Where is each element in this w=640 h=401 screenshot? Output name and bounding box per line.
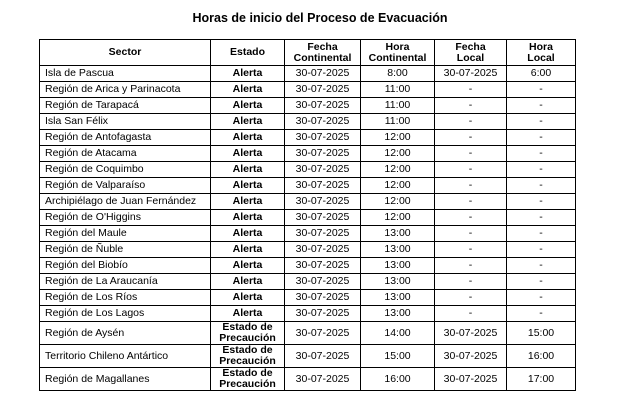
estado-cell: Estado de Precaución	[211, 322, 285, 345]
table-row	[40, 162, 576, 178]
sector-cell: Región de Aysén	[40, 322, 211, 345]
fecha-continental-cell: 30-07-2025	[285, 258, 361, 274]
hora-continental-cell: 8:00	[361, 66, 435, 82]
fecha-local-cell: 30-07-2025	[435, 368, 507, 391]
hora-local-cell: -	[507, 162, 576, 178]
fecha-local-cell: -	[435, 306, 507, 322]
sector-cell: Archipiélago de Juan Fernández	[40, 194, 211, 210]
hora-continental-cell: 11:00	[361, 98, 435, 114]
sector-cell: Isla de Pascua	[40, 66, 211, 82]
table-row	[40, 130, 576, 146]
hora-continental-cell: 12:00	[361, 146, 435, 162]
sector-cell: Región de Arica y Parinacota	[40, 82, 211, 98]
estado-cell: Estado de Precaución	[211, 368, 285, 391]
fecha-continental-cell: 30-07-2025	[285, 178, 361, 194]
hora-local-cell: 6:00	[507, 66, 576, 82]
page-title: Horas de inicio del Proceso de Evacuación	[192, 11, 448, 25]
sector-cell: Isla San Félix	[40, 114, 211, 130]
fecha-local-cell: -	[435, 258, 507, 274]
estado-cell: Alerta	[211, 146, 285, 162]
fecha-continental-cell: 30-07-2025	[285, 66, 361, 82]
hora-local-cell: -	[507, 146, 576, 162]
hora-local-cell: -	[507, 306, 576, 322]
fecha-continental-cell: 30-07-2025	[285, 322, 361, 345]
hora-local-cell: -	[507, 114, 576, 130]
hora-continental-cell: 16:00	[361, 368, 435, 391]
table-row	[40, 146, 576, 162]
fecha-continental-cell: 30-07-2025	[285, 368, 361, 391]
hora-continental-cell: 12:00	[361, 210, 435, 226]
sector-cell: Región de Magallanes	[40, 368, 211, 391]
fecha-continental-cell: 30-07-2025	[285, 98, 361, 114]
estado-cell: Alerta	[211, 82, 285, 98]
sector-cell: Región de Atacama	[40, 146, 211, 162]
sector-cell: Región de Los Lagos	[40, 306, 211, 322]
hora-local-cell: 16:00	[507, 345, 576, 368]
sector-cell: Región de Antofagasta	[40, 130, 211, 146]
fecha-local-cell: -	[435, 130, 507, 146]
hora-local-cell: -	[507, 210, 576, 226]
table-row	[40, 242, 576, 258]
fecha-local-cell: -	[435, 290, 507, 306]
header-fecha-local: Fecha Local	[435, 40, 507, 66]
hora-continental-cell: 13:00	[361, 290, 435, 306]
fecha-local-cell: 30-07-2025	[435, 345, 507, 368]
hora-local-cell: -	[507, 290, 576, 306]
estado-cell: Alerta	[211, 274, 285, 290]
sector-cell: Región de Ñuble	[40, 242, 211, 258]
sector-cell: Región del Maule	[40, 226, 211, 242]
hora-local-cell: -	[507, 258, 576, 274]
sector-cell: Región de Tarapacá	[40, 98, 211, 114]
hora-local-cell: -	[507, 226, 576, 242]
table-row	[40, 98, 576, 114]
estado-cell: Estado de Precaución	[211, 345, 285, 368]
fecha-continental-cell: 30-07-2025	[285, 130, 361, 146]
fecha-continental-cell: 30-07-2025	[285, 82, 361, 98]
fecha-local-cell: -	[435, 146, 507, 162]
hora-continental-cell: 13:00	[361, 274, 435, 290]
table-row	[40, 66, 576, 82]
estado-cell: Alerta	[211, 258, 285, 274]
fecha-local-cell: -	[435, 162, 507, 178]
table-row	[40, 345, 576, 368]
fecha-continental-cell: 30-07-2025	[285, 306, 361, 322]
fecha-local-cell: -	[435, 114, 507, 130]
header-sector: Sector	[40, 40, 211, 66]
table-row	[40, 258, 576, 274]
table-row	[40, 194, 576, 210]
estado-cell: Alerta	[211, 130, 285, 146]
table-row	[40, 290, 576, 306]
table-row	[40, 178, 576, 194]
fecha-local-cell: -	[435, 178, 507, 194]
table-row	[40, 368, 576, 391]
estado-cell: Alerta	[211, 66, 285, 82]
hora-local-cell: -	[507, 178, 576, 194]
evacuation-table	[39, 39, 576, 391]
estado-cell: Alerta	[211, 290, 285, 306]
fecha-continental-cell: 30-07-2025	[285, 290, 361, 306]
table-row	[40, 306, 576, 322]
sector-cell: Región de La Araucanía	[40, 274, 211, 290]
estado-cell: Alerta	[211, 114, 285, 130]
sector-cell: Territorio Chileno Antártico	[40, 345, 211, 368]
estado-cell: Alerta	[211, 162, 285, 178]
hora-continental-cell: 13:00	[361, 306, 435, 322]
sector-cell: Región del Biobío	[40, 258, 211, 274]
hora-local-cell: -	[507, 274, 576, 290]
hora-continental-cell: 13:00	[361, 258, 435, 274]
table-row	[40, 274, 576, 290]
hora-local-cell: 17:00	[507, 368, 576, 391]
fecha-continental-cell: 30-07-2025	[285, 114, 361, 130]
estado-cell: Alerta	[211, 226, 285, 242]
hora-local-cell: -	[507, 98, 576, 114]
estado-cell: Alerta	[211, 178, 285, 194]
estado-cell: Alerta	[211, 306, 285, 322]
estado-cell: Alerta	[211, 242, 285, 258]
header-fecha-continental: Fecha Continental	[285, 40, 361, 66]
header-hora-continental: Hora Continental	[361, 40, 435, 66]
fecha-continental-cell: 30-07-2025	[285, 162, 361, 178]
fecha-local-cell: 30-07-2025	[435, 322, 507, 345]
table-header-row	[40, 40, 576, 66]
fecha-local-cell: -	[435, 98, 507, 114]
hora-continental-cell: 13:00	[361, 242, 435, 258]
sector-cell: Región de Coquimbo	[40, 162, 211, 178]
sector-cell: Región de O'Higgins	[40, 210, 211, 226]
hora-continental-cell: 14:00	[361, 322, 435, 345]
fecha-local-cell: 30-07-2025	[435, 66, 507, 82]
hora-continental-cell: 11:00	[361, 114, 435, 130]
hora-continental-cell: 15:00	[361, 345, 435, 368]
fecha-continental-cell: 30-07-2025	[285, 274, 361, 290]
fecha-continental-cell: 30-07-2025	[285, 242, 361, 258]
header-estado: Estado	[211, 40, 285, 66]
fecha-continental-cell: 30-07-2025	[285, 194, 361, 210]
estado-cell: Alerta	[211, 98, 285, 114]
fecha-continental-cell: 30-07-2025	[285, 226, 361, 242]
hora-continental-cell: 11:00	[361, 82, 435, 98]
hora-continental-cell: 13:00	[361, 226, 435, 242]
fecha-local-cell: -	[435, 242, 507, 258]
fecha-local-cell: -	[435, 226, 507, 242]
hora-local-cell: -	[507, 194, 576, 210]
hora-local-cell: -	[507, 82, 576, 98]
sector-cell: Región de Valparaíso	[40, 178, 211, 194]
hora-continental-cell: 12:00	[361, 130, 435, 146]
fecha-local-cell: -	[435, 194, 507, 210]
hora-continental-cell: 12:00	[361, 162, 435, 178]
fecha-local-cell: -	[435, 82, 507, 98]
fecha-continental-cell: 30-07-2025	[285, 345, 361, 368]
estado-cell: Alerta	[211, 194, 285, 210]
hora-local-cell: -	[507, 130, 576, 146]
fecha-continental-cell: 30-07-2025	[285, 146, 361, 162]
hora-local-cell: 15:00	[507, 322, 576, 345]
header-hora-local: Hora Local	[507, 40, 576, 66]
table-body	[40, 66, 576, 391]
table-row	[40, 210, 576, 226]
table-row	[40, 114, 576, 130]
fecha-continental-cell: 30-07-2025	[285, 210, 361, 226]
table-row	[40, 322, 576, 345]
hora-continental-cell: 12:00	[361, 178, 435, 194]
sector-cell: Región de Los Ríos	[40, 290, 211, 306]
hora-continental-cell: 12:00	[361, 194, 435, 210]
hora-local-cell: -	[507, 242, 576, 258]
table-row	[40, 82, 576, 98]
table-row	[40, 226, 576, 242]
estado-cell: Alerta	[211, 210, 285, 226]
fecha-local-cell: -	[435, 210, 507, 226]
fecha-local-cell: -	[435, 274, 507, 290]
